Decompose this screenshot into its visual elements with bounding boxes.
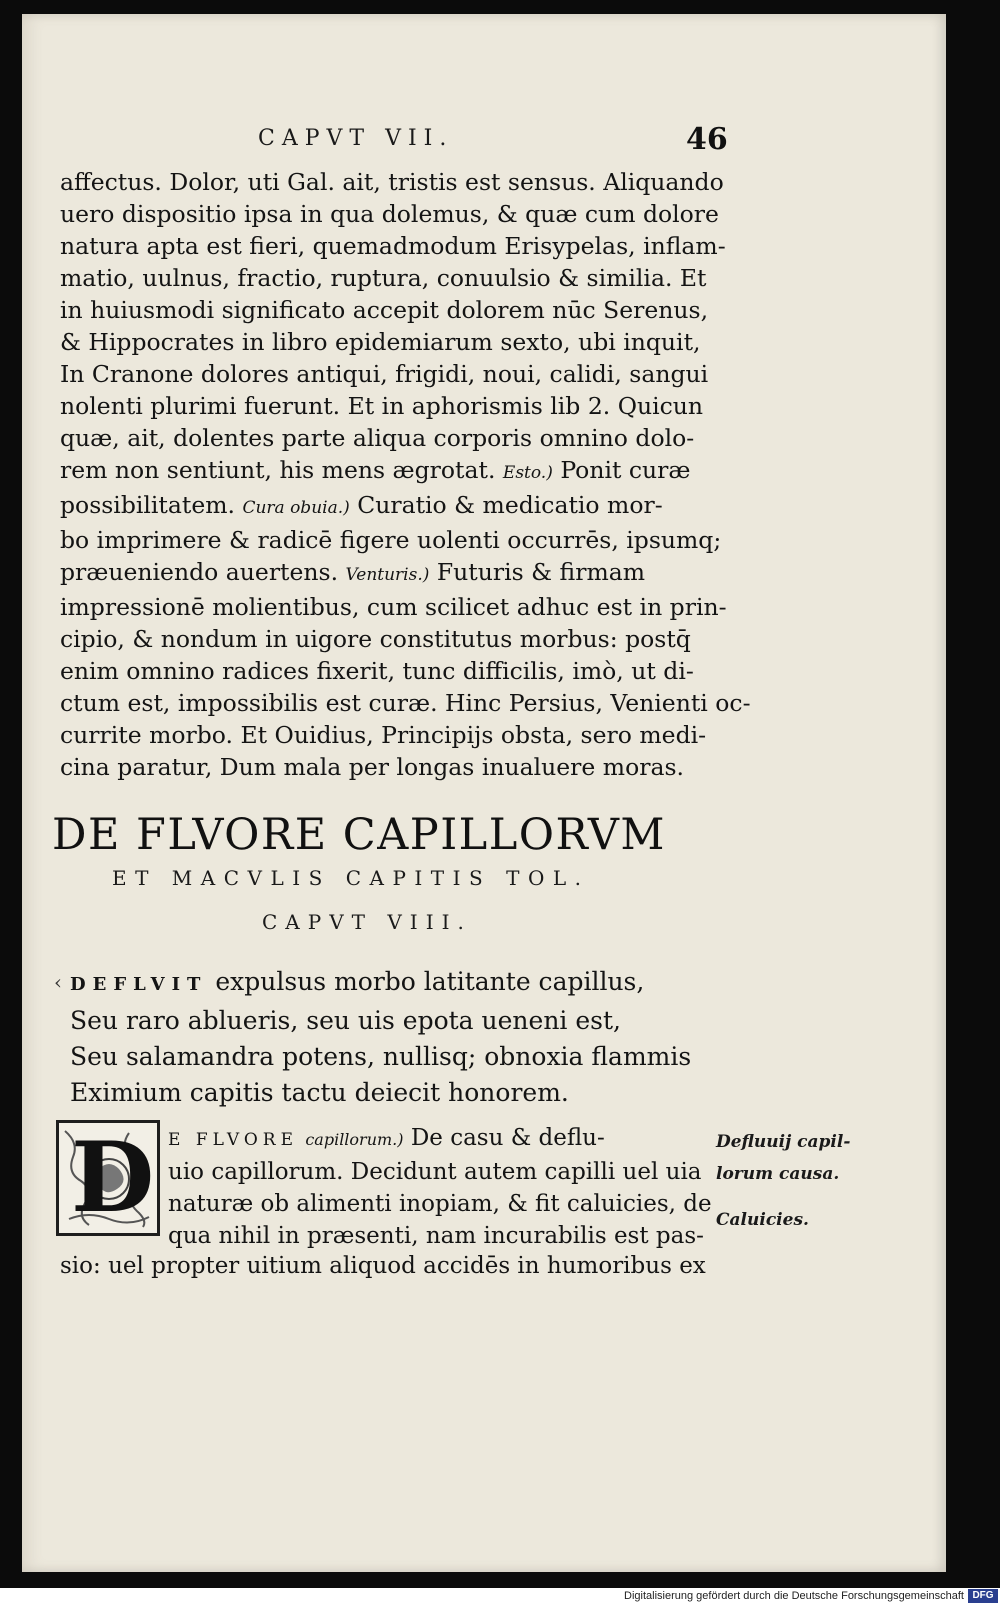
text-line [60, 556, 732, 591]
text-line: & Hippocrates in libro epidemiarum sexto, ubi inquit, [60, 328, 701, 356]
verse-line: Seu salamandra potens, nullisq; obnoxia flammis [70, 1042, 692, 1071]
initial-letter: D [71, 1121, 155, 1234]
text-line: natura apta est fieri, quemadmodum Erisypelas, inflam- [60, 232, 726, 260]
text-fragment: De casu & deflu- [403, 1125, 605, 1151]
text-line: nolenti plurimi fuerunt. Et in aphorismis lib 2. Quicun [60, 392, 704, 420]
verse-line: Seu raro ablueris, seu uis epota ueneni est, [70, 1006, 621, 1035]
dfg-logo-icon: DFG [968, 1589, 998, 1603]
page-number: 46 [686, 122, 728, 157]
lemma: Venturis.) [345, 565, 430, 585]
footer-bar [0, 1588, 1000, 1604]
section-subtitle: ET MACVLIS CAPITIS TOL. [112, 866, 590, 890]
chapter-label: CAPVT VIII. [262, 910, 472, 934]
text-line: cipio, & nondum in uigore constitutus morbus: postq̄ [60, 625, 691, 653]
lemma: Esto.) [502, 463, 553, 483]
body-text [60, 166, 751, 783]
running-head: CAPVT VII. [258, 126, 454, 151]
decorated-initial [56, 1120, 160, 1236]
text-line: ctum est, impossibilis est curæ. Hinc Persius, Venienti oc- [60, 689, 751, 717]
lemma: capillorum.) [305, 1130, 404, 1149]
text-line: uero dispositio ipsa in qua dolemus, & quæ cum dolore [60, 200, 719, 228]
commentary-line: naturæ ob alimenti inopiam, & fit caluicies, de [168, 1191, 712, 1217]
margin-note: lorum causa. [716, 1164, 840, 1184]
text-fragment: præueniendo auertens. [60, 558, 346, 586]
margin-note: Caluicies. [716, 1210, 809, 1230]
text-fragment: rem non sentiunt, his mens ægrotat. [60, 456, 496, 484]
lemma: Cura obuia.) [242, 498, 350, 518]
commentary-line: qua nihil in præsenti, nam incurabilis est pas- [168, 1223, 704, 1249]
text-line: affectus. Dolor, uti Gal. ait, tristis est sensus. Aliquando [60, 168, 724, 196]
verse-lead-word: DEFLVIT [70, 974, 208, 995]
funding-credit: Digitalisierung gefördert durch die Deutsche Forschungsgemeinschaft [624, 1590, 964, 1602]
margin-note: Defluuij capil- [716, 1132, 851, 1152]
book-page [22, 14, 946, 1572]
text-line: in huiusmodi significato accepit dolorem nūc Serenus, [60, 296, 709, 324]
text-fragment: Ponit curæ [552, 456, 691, 484]
text-line: In Cranone dolores antiqui, frigidi, noui, calidi, sangui [60, 360, 709, 388]
commentary-line [168, 1122, 708, 1156]
text-fragment: possibilitatem. [60, 491, 243, 519]
commentary-line: sio: uel propter uitium aliquod accidēs in humoribus ex [60, 1253, 706, 1279]
section-title: DE FLVORE CAPILLORVM [52, 810, 666, 860]
commentary-block [168, 1122, 712, 1252]
text-line: matio, uulnus, fractio, ruptura, conuulsio & similia. Et [60, 264, 707, 292]
text-line: currite morbo. Et Ouidius, Principijs obsta, sero medi- [60, 721, 707, 749]
quote-mark: ‹ [54, 970, 62, 994]
commentary-line: uio capillorum. Decidunt autem capilli uel uia [168, 1159, 702, 1185]
verse-block [70, 964, 691, 1111]
verse-line [70, 964, 691, 1003]
text-line: impressionē molientibus, cum scilicet adhuc est in prin- [60, 593, 727, 621]
text-line: bo imprimere & radicē figere uolenti occurrēs, ipsumq; [60, 526, 722, 554]
text-line: enim omnino radices fixerit, tunc difficilis, imò, ut di- [60, 657, 694, 685]
text-fragment: expulsus morbo latitante capillus, [207, 967, 645, 996]
text-fragment: Curatio & medicatio mor- [349, 491, 663, 519]
text-line: quæ, ait, dolentes parte aliqua corporis omnino dolo- [60, 424, 695, 452]
text-line: cina paratur, Dum mala per longas inualuere moras. [60, 753, 684, 781]
text-fragment: Futuris & firmam [429, 558, 646, 586]
verse-line: Eximium capitis tactu deiecit honorem. [70, 1078, 569, 1107]
commentary-lead-word: E FLVORE [168, 1130, 299, 1150]
text-line [60, 454, 732, 489]
text-line [60, 489, 732, 524]
